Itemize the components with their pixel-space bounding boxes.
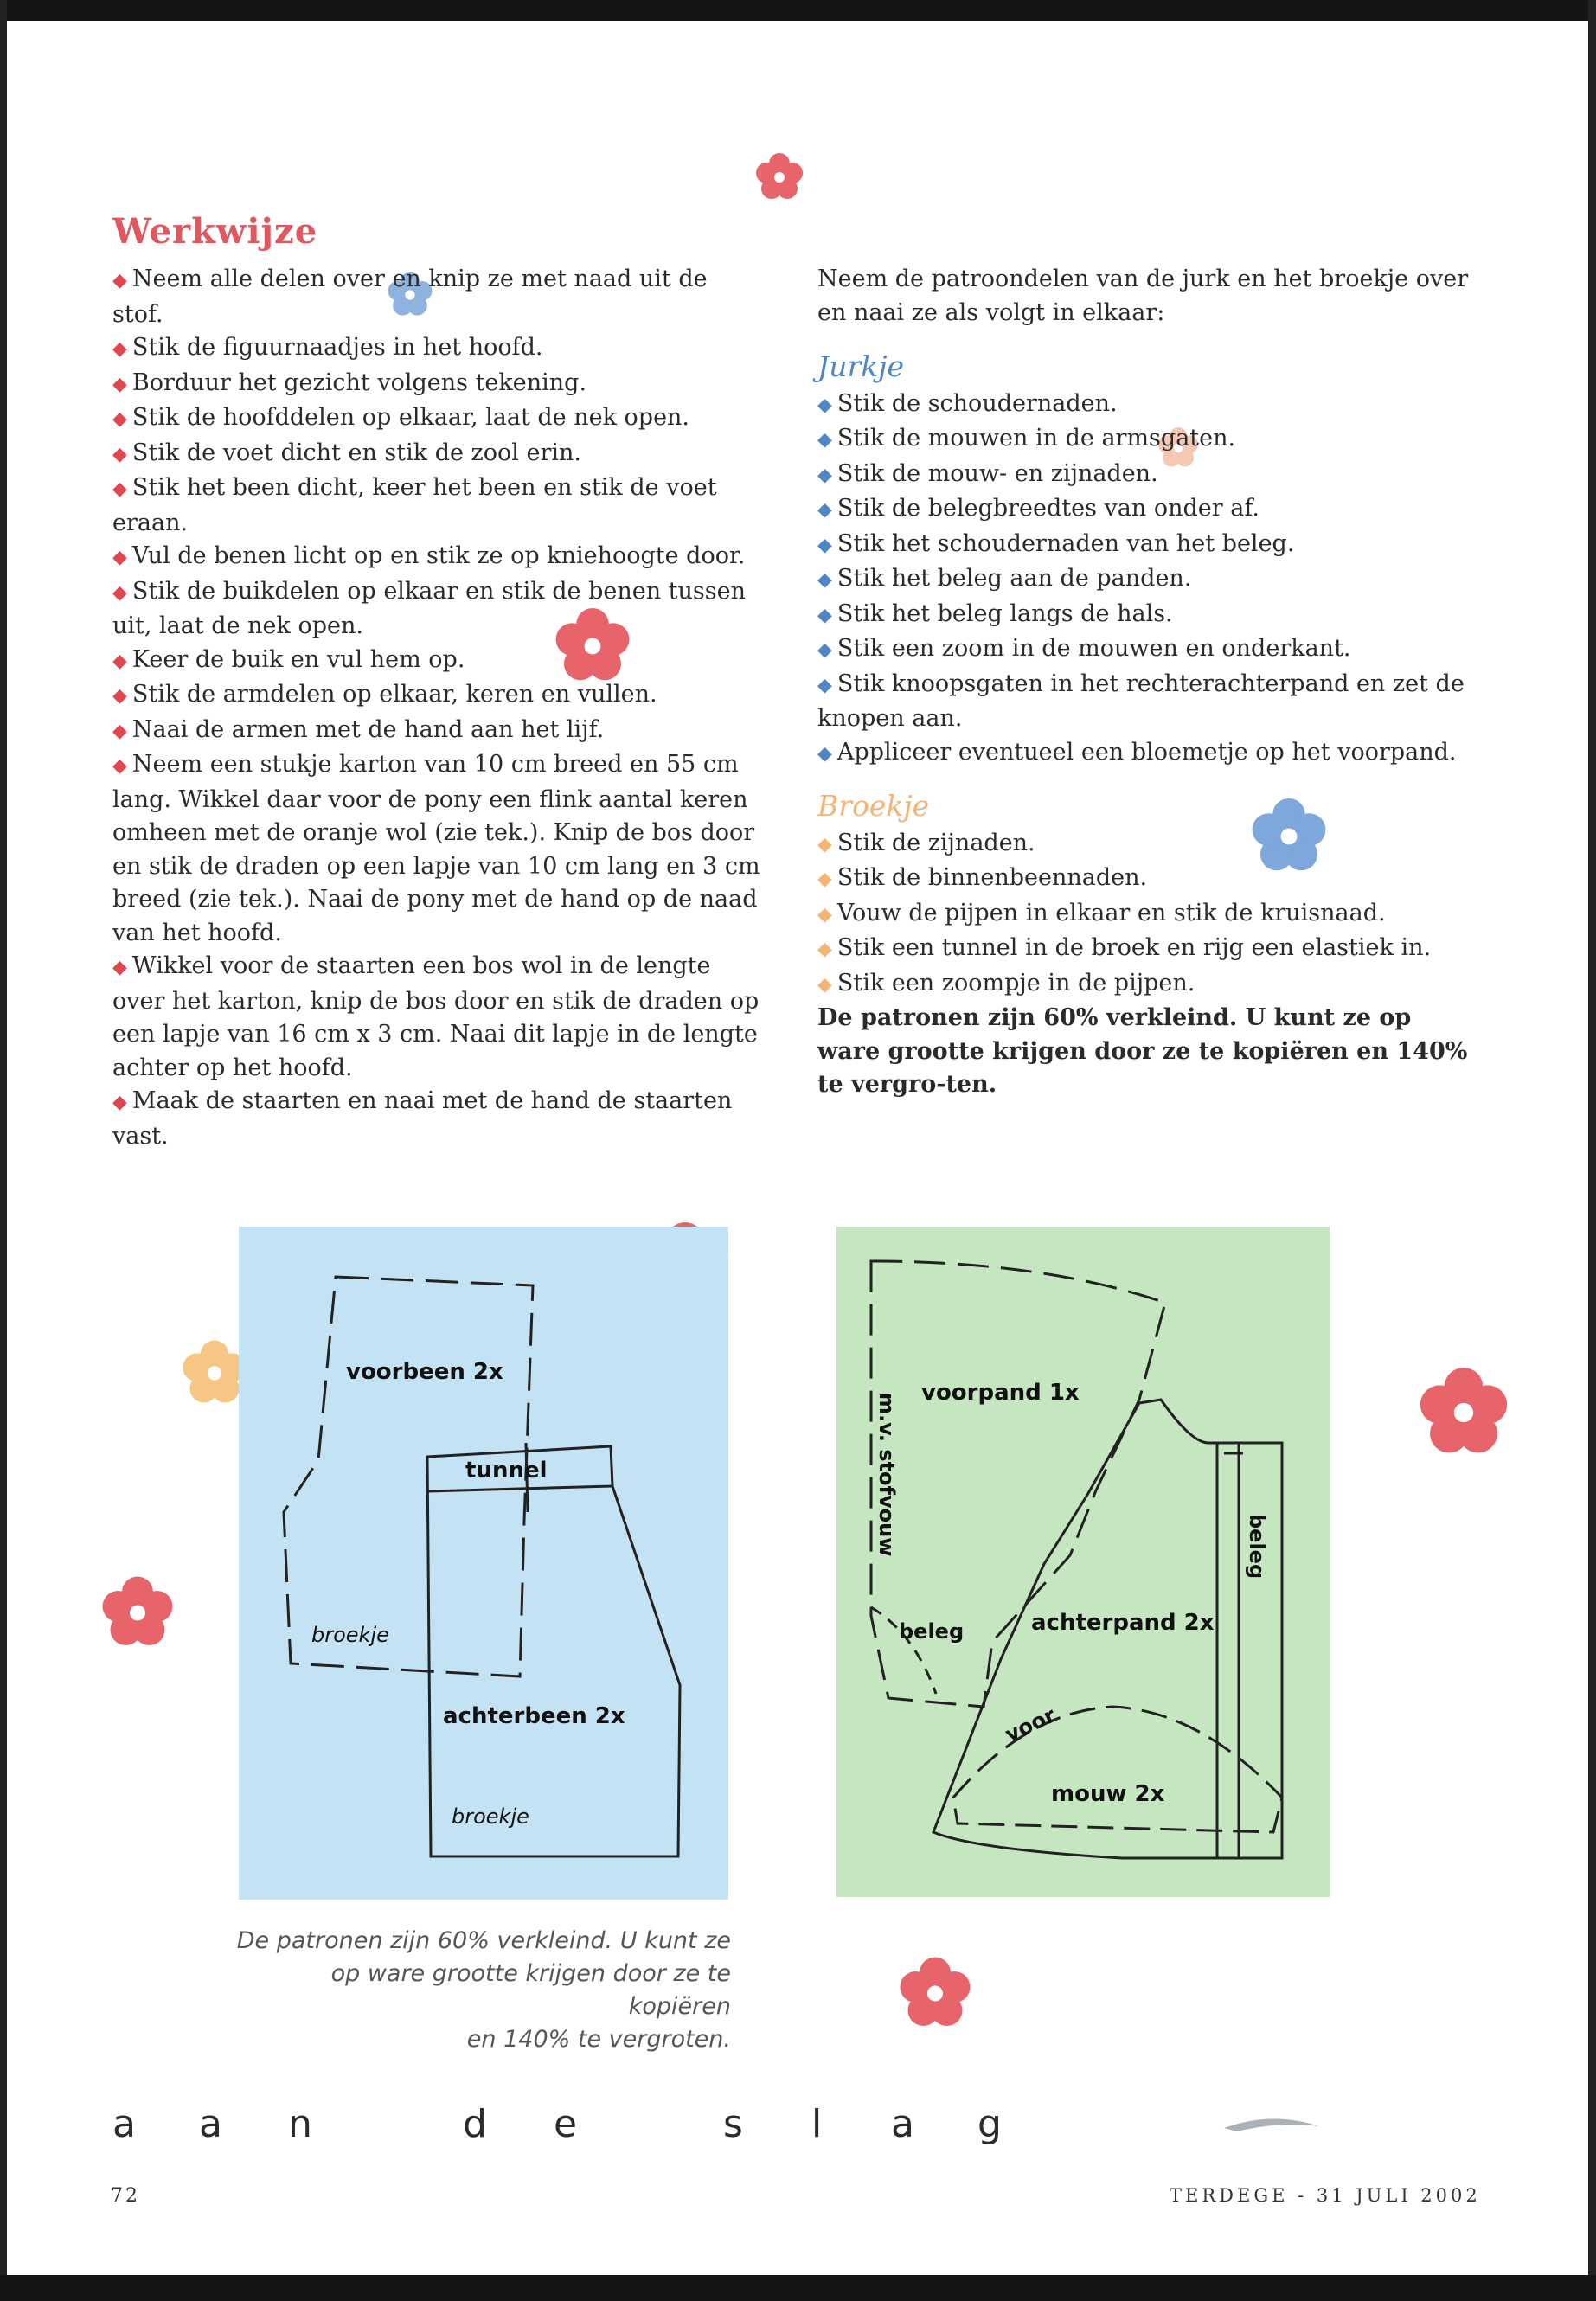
diamond-bullet-icon: ◆ — [112, 581, 127, 604]
pattern-panel-broekje — [239, 1227, 728, 1900]
footer-title-letter: e — [554, 2102, 578, 2146]
instruction-item: ◆ Vul de benen licht op en stik ze op kniehoogte door. — [112, 542, 746, 569]
tunnel-line — [427, 1486, 612, 1491]
jurkje-item: ◆ Stik knoopsgaten in het rechterachterpand en zet de knopen aan. — [817, 670, 1465, 732]
diamond-bullet-icon: ◆ — [817, 742, 832, 765]
diamond-bullet-icon: ◆ — [817, 429, 832, 451]
broekje-item: ◆ Stik een tunnel in de broek en rijg een elastiek in. — [817, 934, 1432, 961]
diamond-bullet-icon: ◆ — [112, 685, 127, 707]
pattern-scale-note: De patronen zijn 60% verkleind. U kunt ze op ware grootte krijgen door ze te kopiëren en 140% te vergro-ten. — [817, 1004, 1468, 1098]
diamond-bullet-icon: ◆ — [817, 973, 832, 996]
broekje-item: ◆ Vouw de pijpen in elkaar en stik de kruisnaad. — [817, 899, 1386, 926]
diamond-bullet-icon: ◆ — [817, 569, 832, 591]
diamond-bullet-icon: ◆ — [817, 499, 832, 521]
pattern-drawing-jurkje — [836, 1227, 1330, 1897]
label-tunnel: tunnel — [465, 1458, 548, 1484]
instruction-item: ◆ Neem alle delen over en knip ze met naad uit de stof. — [112, 266, 708, 328]
flower-decoration-red-icon — [90, 1567, 185, 1658]
jurkje-item: ◆ Stik het beleg langs de hals. — [817, 599, 1173, 627]
diamond-bullet-icon: ◆ — [817, 833, 832, 856]
diamond-bullet-icon: ◆ — [112, 338, 127, 360]
subheading-broekje: Broekje — [817, 789, 930, 823]
diamond-bullet-icon: ◆ — [112, 547, 127, 568]
label-broekje-front: broekje — [311, 1623, 389, 1647]
instruction-item: ◆ Stik het been dicht, keer het been en stik de voet eraan. — [112, 474, 717, 536]
bottom-border — [0, 2275, 1596, 2301]
footer-title-letter: g — [977, 2102, 1002, 2146]
instruction-item: ◆ Neem een stukje karton van 10 cm breed en 55 cm lang. Wikkel daar voor de pony een flink aantal keren omheen met de oranje wol (zie tek.). Knip de bos door en stik de draden op een lapje van 10 cm lang en 3 cm breed (zie tek.). Naai de pony met de hand op de naad van het hoofd. — [112, 751, 760, 946]
jurkje-item: ◆ Stik het schoudernaden van het beleg. — [817, 529, 1295, 557]
publication-info: TERDEGE - 31 JULI 2002 — [1170, 2185, 1481, 2206]
jurkje-item: ◆ Stik de mouwen in de armsgaten. — [817, 425, 1236, 452]
diamond-bullet-icon: ◆ — [817, 868, 832, 890]
label-beleg-back: beleg — [1245, 1514, 1269, 1580]
broekje-item: ◆ Stik een zoompje in de pijpen. — [817, 969, 1195, 997]
instruction-item: ◆ Wikkel voor de staarten een bos wol in de lengte over het karton, knip de bos door en stik de draden op een lapje van 16 cm x 3 cm. Naai dit lapje in de lengte achter op het hoofd. — [112, 952, 760, 1081]
jurkje-item: ◆ Stik de mouw- en zijnaden. — [817, 459, 1158, 487]
broekje-item: ◆ Stik de binnenbeennaden. — [817, 864, 1148, 891]
diamond-bullet-icon: ◆ — [817, 604, 832, 626]
label-voorpand: voorpand 1x — [921, 1380, 1080, 1406]
top-border — [0, 0, 1596, 21]
label-voorbeen: voorbeen 2x — [346, 1359, 503, 1385]
pattern-drawing-broekje — [239, 1227, 728, 1900]
jurkje-item: ◆ Stik het beleg aan de panden. — [817, 565, 1192, 592]
diamond-bullet-icon: ◆ — [112, 408, 127, 430]
diamond-bullet-icon: ◆ — [817, 674, 832, 696]
diamond-bullet-icon: ◆ — [112, 650, 127, 672]
footer-title-letter: n — [288, 2102, 312, 2146]
flower-decoration-red-icon — [749, 147, 810, 208]
diamond-bullet-icon: ◆ — [112, 957, 127, 978]
diamond-bullet-icon: ◆ — [112, 443, 127, 465]
diamond-bullet-icon: ◆ — [112, 478, 127, 500]
label-stofvouw: m.v. stofvouw — [875, 1393, 899, 1557]
diamond-bullet-icon: ◆ — [112, 373, 127, 395]
label-mouw: mouw 2x — [1051, 1781, 1165, 1807]
diamond-bullet-icon: ◆ — [817, 534, 832, 556]
instructions-right-column — [817, 263, 1475, 1102]
page-number: 72 — [111, 2185, 140, 2207]
pattern-caption: De patronen zijn 60% verkleind. U kunt ze op ware grootte krijgen door ze te kopiëren en 140% te vergroten. — [236, 1927, 731, 2053]
jurkje-item: ◆ Stik de belegbreedtes van onder af. — [817, 495, 1259, 522]
pattern-panel-jurkje — [836, 1227, 1330, 1897]
diamond-bullet-icon: ◆ — [112, 755, 127, 777]
instruction-item: ◆ Stik de armdelen op elkaar, keren en vullen. — [112, 681, 657, 708]
diamond-bullet-icon: ◆ — [817, 939, 832, 960]
footer-title-letter: a — [199, 2102, 222, 2146]
diamond-bullet-icon: ◆ — [817, 394, 832, 416]
instruction-item: ◆ Stik de voet dicht en stik de zool erin. — [112, 439, 581, 466]
subheading-jurkje: Jurkje — [817, 349, 905, 383]
footer-title-letter: a — [891, 2102, 914, 2146]
diamond-bullet-icon: ◆ — [112, 270, 127, 292]
diamond-bullet-icon: ◆ — [817, 903, 832, 926]
footer-title-letter: d — [463, 2102, 487, 2146]
instruction-item: ◆ Stik de figuurnaadjes in het hoofd. — [112, 334, 543, 361]
jurkje-item: ◆ Stik de schoudernaden. — [817, 389, 1118, 417]
flower-decoration-red-icon — [888, 1948, 983, 2039]
instruction-item: ◆ Stik de buikdelen op elkaar en stik de benen tussen uit, laat de nek open. — [112, 577, 746, 639]
diamond-bullet-icon: ◆ — [817, 639, 832, 661]
jurkje-item: ◆ Stik een zoom in de mouwen en onderkant. — [817, 635, 1351, 662]
instructions-left-column — [112, 263, 763, 1153]
diamond-bullet-icon: ◆ — [817, 464, 832, 486]
instruction-item: ◆ Maak de staarten en naai met de hand de staarten vast. — [112, 1087, 733, 1150]
label-achterbeen: achterbeen 2x — [443, 1703, 625, 1729]
left-border — [0, 0, 7, 2301]
footer-title-letter: a — [112, 2102, 136, 2146]
diamond-bullet-icon: ◆ — [112, 1092, 127, 1113]
jurkje-item: ◆ Appliceer eventueel een bloemetje op het voorpand. — [817, 738, 1457, 766]
instruction-item: ◆ Stik de hoofddelen op elkaar, laat de nek open. — [112, 404, 690, 431]
label-voor: voor — [1001, 1702, 1060, 1747]
footer-title-letter: l — [811, 2102, 823, 2146]
feather-icon — [1220, 2111, 1324, 2137]
label-beleg-front: beleg — [899, 1619, 965, 1644]
instruction-item: ◆ Borduur het gezicht volgens tekening. — [112, 369, 587, 396]
label-broekje-back: broekje — [452, 1804, 529, 1829]
label-achterpand: achterpand 2x — [1031, 1610, 1215, 1636]
broekje-item: ◆ Stik de zijnaden. — [817, 829, 1035, 856]
achterbeen-outline — [427, 1446, 680, 1856]
instruction-item: ◆ Naai de armen met de hand aan het lijf. — [112, 715, 605, 743]
right-border — [1588, 0, 1596, 2301]
footer-title-letter: s — [723, 2102, 743, 2146]
instruction-item: ◆ Keer de buik en vul hem op. — [112, 645, 465, 673]
intro-text: Neem de patroondelen van de jurk en het broekje over en naai ze als volgt in elkaar: — [817, 266, 1469, 326]
section-heading-werkwijze: Werkwijze — [112, 211, 318, 252]
diamond-bullet-icon: ◆ — [112, 720, 127, 742]
flower-decoration-red-icon — [1403, 1356, 1524, 1469]
